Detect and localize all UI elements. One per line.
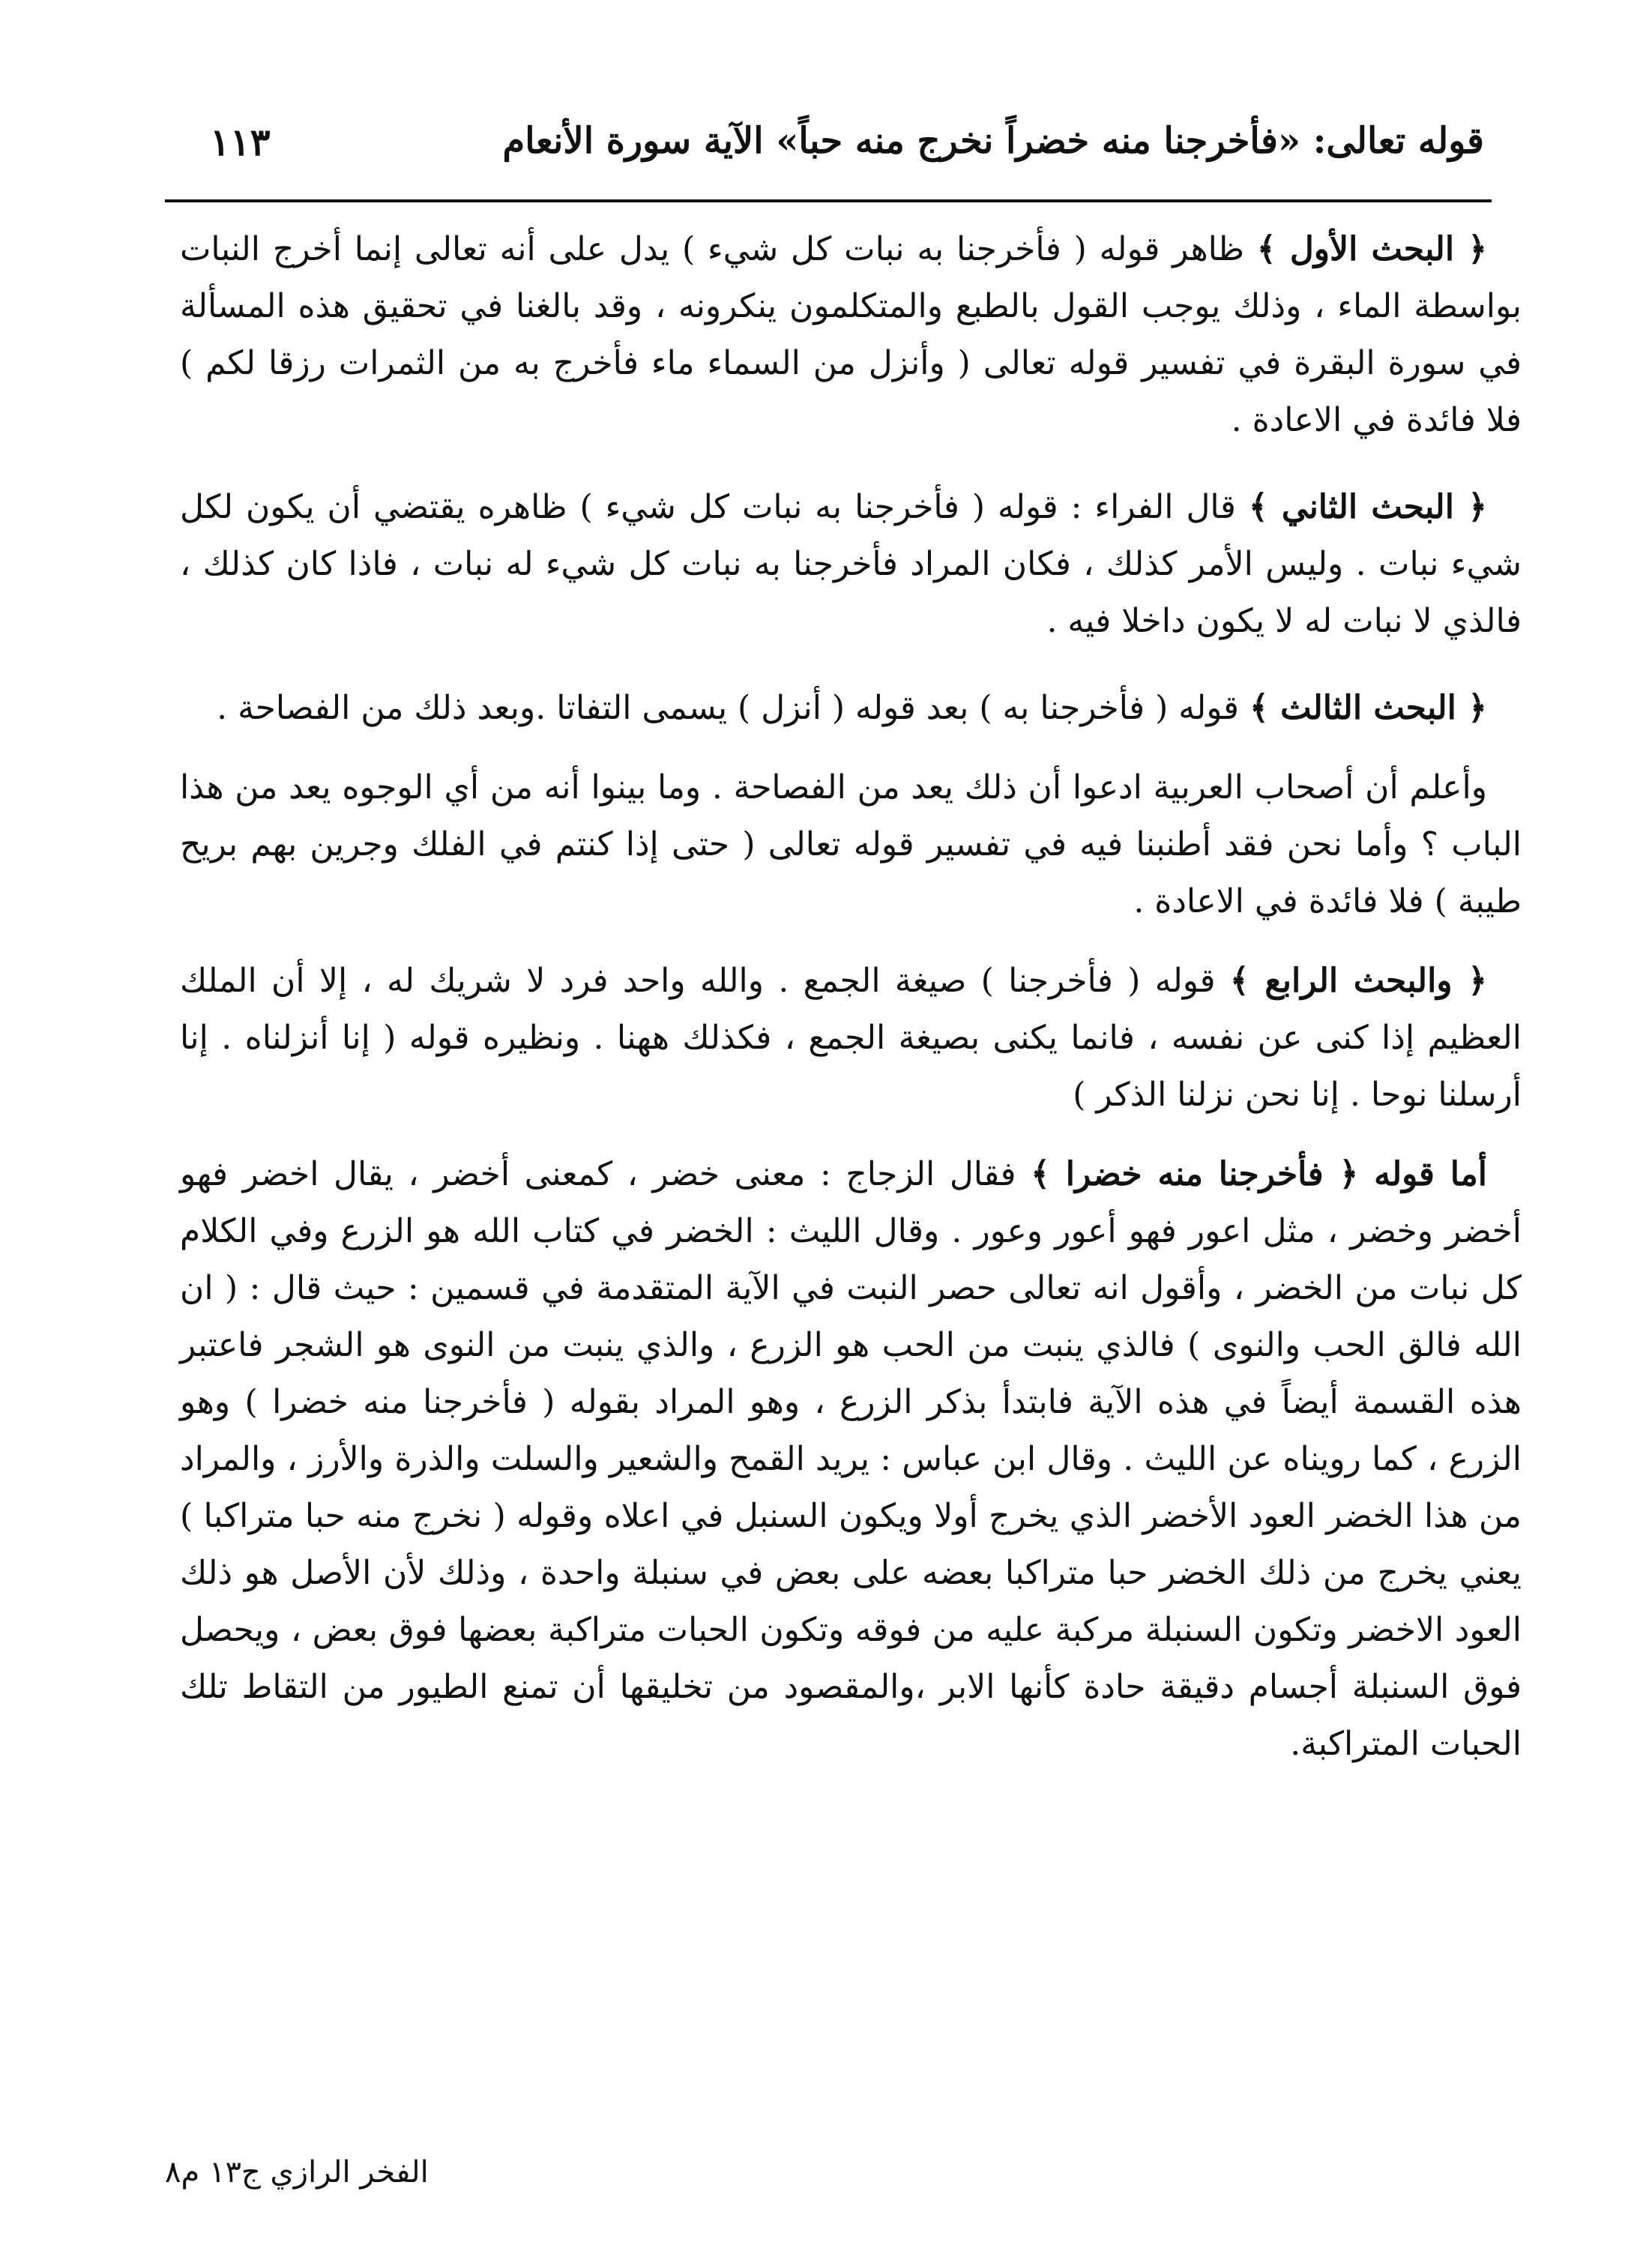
paragraph-text: قوله ( فأخرجنا به ) بعد قوله ( أنزل ) يسمى التفاتا .وبعد ذلك من الفصاحة . [217,689,1250,727]
section-heading: ﴿ البحث الثاني ﴾ [1248,488,1487,526]
paragraph-text: فقال الزجاج : معنى خضر ، كمعنى أخضر ، يقال اخضر فهو أخضر وخضر ، مثل اعور فهو أعور وعور . وقال الليث : الخضر في كتاب الله هو الزرع وفي الكلام كل نبات من الخضر ، وأقول انه تعالى حصر النبت في الآية المتقدمة في قسمين : حيث قال : ( ان الله فالق الحب والنوى ) فالذي ينبت من الحب هو الزرع ، والذي ينبت من النوى هو الشجر فاعتبر هذه القسمة أيضاً في هذه الآية فابتدأ بذكر الزرع ، وهو المراد بقوله ( فأخرجنا منه خضرا ) وهو الزرع ، كما رويناه عن الليث . وقال ابن عباس : يريد القمح والشعير والسلت والذرة والأرز ، والمراد من هذا الخضر العود الأخضر الذي يخرج أولا ويكون السنبل في اعلاه وقوله ( نخرج منه حبا متراكبا ) يعني يخرج من ذلك الخضر حبا متراكبا بعضه على بعض في سنبلة واحدة ، وذلك لأن الأصل هو ذلك العود الاخضر وتكون السنبلة مركبة عليه من فوقه وتكون الحبات متراكبة بعضها فوق بعض ، ويحصل فوق السنبلة أجسام دقيقة حادة كأنها الابر ،والمقصود من تخليقها أن تمنع الطيور من التقاط تلك الحبات المتراكبة. [180,1155,1522,1763]
page-number: ١١٣ [210,120,271,164]
paragraph-text: قوله ( فأخرجنا ) صيغة الجمع . والله واحد فرد لا شريك له ، إلا أن الملك العظيم إذا كنى عن نفسه ، فانما يكنى بصيغة الجمع ، فكذلك ههنا . ونظيره قوله ( إنا أنزلناه . إنا أرسلنا نوحا . إنا نحن نزلنا الذكر ) [180,962,1522,1114]
paragraph-khadir-commentary [180,1146,1522,1773]
body-text [180,221,1522,1803]
section-heading: ﴿ البحث الأول ﴾ [1256,230,1487,268]
paragraph-rhetoric-note [180,759,1522,930]
paragraph-text: قال الفراء : قوله ( فأخرجنا به نبات كل شيء ) ظاهره يقتضي أن يكون لكل شيء نبات . وليس الأمر كذلك ، فكان المراد فأخرجنا به نبات كل شيء له نبات ، فاذا كان كذلك ، فالذي لا نبات له لا يكون داخلا فيه . [180,488,1522,640]
paragraph-third-discussion [180,680,1522,737]
paragraph-fourth-discussion [180,953,1522,1124]
page-header [165,112,1492,195]
section-heading: ﴿ البحث الثالث ﴾ [1249,689,1487,727]
section-heading: ﴿ والبحث الرابع ﴾ [1229,962,1488,1000]
running-title: قوله تعالى: «فأخرجنا منه خضراً نخرج منه حباً» الآية سورة الأنعام [502,120,1484,162]
paragraph-first-discussion [180,221,1522,449]
paragraph-second-discussion [180,479,1522,650]
paragraph-text: ظاهر قوله ( فأخرجنا به نبات كل شيء ) يدل على أنه تعالى إنما أخرج النبات بواسطة الماء ، وذلك يوجب القول بالطبع والمتكلمون ينكرونه ، وقد بالغنا في تحقيق هذه المسألة في سورة البقرة في تفسير قوله تعالى ( وأنزل من السماء ماء فأخرج به من الثمرات رزقا لكم ) فلا فائدة في الاعادة . [180,230,1522,439]
footer-signature: الفخر الرازي ج١٣ م٨ [165,2155,429,2190]
paragraph-text: وأعلم أن أصحاب العربية ادعوا أن ذلك يعد من الفصاحة . وما بينوا أنه من أي الوجوه يعد من هذا الباب ؟ وأما نحن فقد أطنبنا فيه في تفسير قوله تعالى ( حتى إذا كنتم في الفلك وجرين بهم بريح طيبة ) فلا فائدة في الاعادة . [180,768,1522,920]
header-rule [165,199,1492,202]
section-heading: أما قوله ﴿ فأخرجنا منه خضرا ﴾ [1031,1155,1487,1193]
